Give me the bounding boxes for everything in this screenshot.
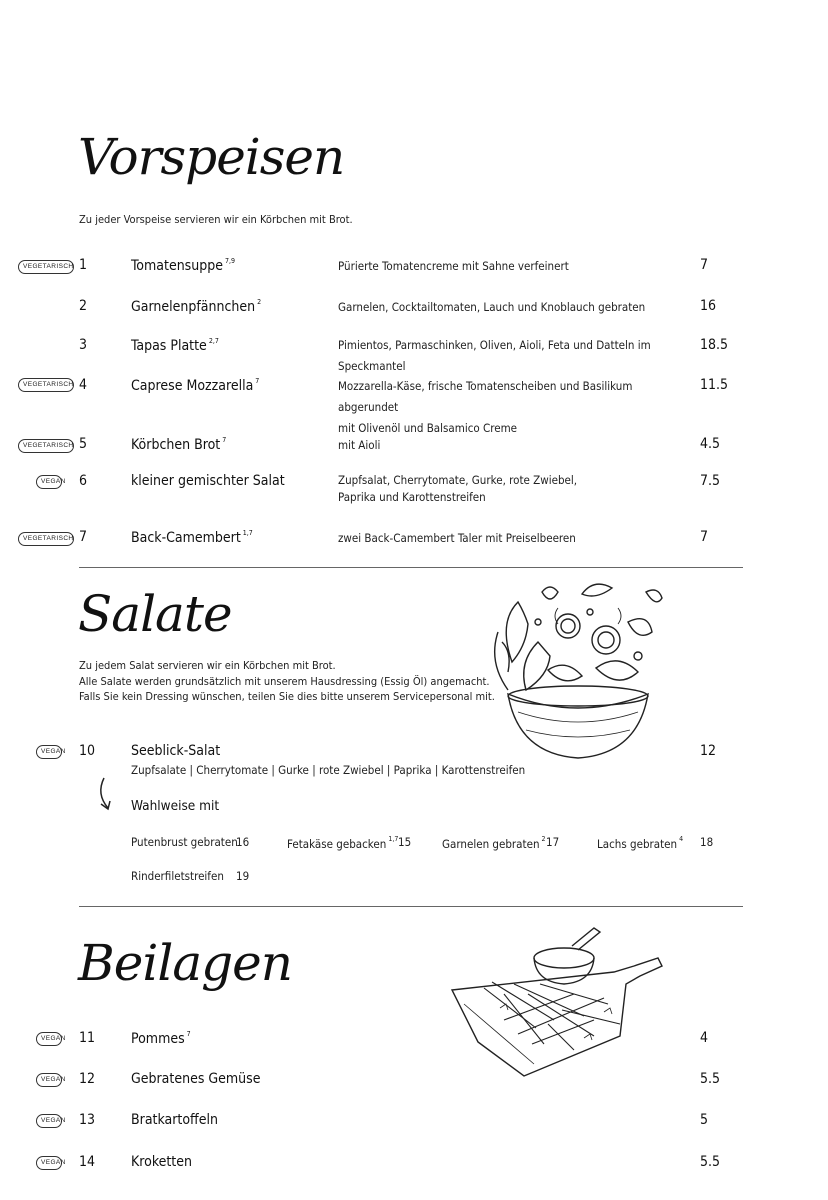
option-price: 18 <box>700 835 714 849</box>
section-divider <box>79 906 743 907</box>
badge-vegan: VEGAN <box>36 1156 62 1170</box>
item-number: 11 <box>79 1030 96 1046</box>
option-name: Fetakäse gebacken $^{1,7}$ <box>287 835 399 851</box>
item-price: 5 <box>700 1112 709 1128</box>
item-name: Tomatensuppe $^{7,9}$ <box>131 257 235 274</box>
option-price: 16 <box>236 835 250 849</box>
item-price: 7 <box>700 529 709 545</box>
item-description: Zupfsalat, Cherrytomate, Gurke, rote Zwiebel, Paprika und Karottenstreifen <box>338 473 578 504</box>
item-price: 7 <box>700 257 709 273</box>
option-name: Garnelen gebraten $^2$ <box>442 835 546 851</box>
item-name: Bratkartoffeln <box>131 1112 218 1128</box>
item-name: Seeblick-Salat <box>131 743 221 759</box>
item-number: 4 <box>79 377 88 393</box>
item-price: 12 <box>700 743 717 759</box>
item-number: 2 <box>79 298 88 314</box>
salate-intro: Zu jedem Salat servieren wir ein Körbchen mit Brot. Alle Salate werden grundsätzlich mit unserem Hausdressing (Essig Öl) angemacht. Falls Sie kein Dressing wünschen, teilen Sie dies bitte unserem Servicepersonal mit. <box>79 659 495 703</box>
item-description: Zupfsalate | Cherrytomate | Gurke | rote Zwiebel | Paprika | Karottenstreifen <box>131 763 526 777</box>
badge-vegan: VEGAN <box>36 475 62 489</box>
item-price: 7.5 <box>700 473 721 489</box>
badge-vegetarisch: VEGETARISCH <box>18 260 74 274</box>
curved-arrow-icon <box>94 776 122 814</box>
item-price: 4 <box>700 1030 709 1046</box>
item-description: zwei Back-Camembert Taler mit Preiselbeeren <box>338 531 576 545</box>
section-divider <box>79 567 743 568</box>
badge-vegan: VEGAN <box>36 745 62 759</box>
item-name: Garnelenpfännchen $^2$ <box>131 298 262 315</box>
item-price: 5.5 <box>700 1071 721 1087</box>
section-heading-vorspeisen: Vorspeisen <box>78 128 345 186</box>
option-label: Wahlweise mit <box>131 798 220 814</box>
item-number: 12 <box>79 1071 96 1087</box>
badge-vegan: VEGAN <box>36 1032 62 1046</box>
item-name: Pommes $^7$ <box>131 1030 191 1047</box>
option-price: 17 <box>546 835 560 849</box>
item-number: 14 <box>79 1154 96 1170</box>
item-name: Kroketten <box>131 1154 192 1170</box>
item-number: 13 <box>79 1112 96 1128</box>
item-price: 5.5 <box>700 1154 721 1170</box>
item-price: 11.5 <box>700 377 729 393</box>
item-description: Garnelen, Cocktailtomaten, Lauch und Knoblauch gebraten <box>338 300 646 314</box>
badge-vegetarisch: VEGETARISCH <box>18 439 74 453</box>
item-number: 1 <box>79 257 88 273</box>
salad-bowl-illustration <box>478 572 678 772</box>
badge-vegan: VEGAN <box>36 1073 62 1087</box>
item-description: Mozzarella-Käse, frische Tomatenscheiben und Basilikum abgerundet mit Olivenöl und Balsamico Creme <box>338 379 633 435</box>
item-description: mit Aioli <box>338 438 381 452</box>
item-name: Körbchen Brot $^7$ <box>131 436 227 453</box>
section-heading-beilagen: Beilagen <box>78 934 292 992</box>
item-name: kleiner gemischter Salat <box>131 473 285 489</box>
item-number: 6 <box>79 473 88 489</box>
item-name: Gebratenes Gemüse <box>131 1071 261 1087</box>
item-number: 3 <box>79 337 88 353</box>
option-name: Putenbrust gebraten <box>131 835 238 849</box>
option-price: 19 <box>236 869 250 883</box>
badge-vegan: VEGAN <box>36 1114 62 1128</box>
item-price: 16 <box>700 298 717 314</box>
option-name: Rinderfiletstreifen <box>131 869 224 883</box>
badge-vegetarisch: VEGETARISCH <box>18 532 74 546</box>
fries-board-illustration <box>444 924 668 1084</box>
item-number: 10 <box>79 743 96 759</box>
badge-vegetarisch: VEGETARISCH <box>18 378 74 392</box>
item-name: Tapas Platte $^{2,7}$ <box>131 337 219 354</box>
vorspeisen-intro: Zu jeder Vorspeise servieren wir ein Körbchen mit Brot. <box>79 213 353 226</box>
item-name: Caprese Mozzarella $^7$ <box>131 377 260 394</box>
item-price: 4.5 <box>700 436 721 452</box>
section-heading-salate: Salate <box>78 585 232 643</box>
item-description: Pürierte Tomatencreme mit Sahne verfeinert <box>338 259 569 273</box>
item-price: 18.5 <box>700 337 729 353</box>
item-name: Back-Camembert $^{1,7}$ <box>131 529 253 546</box>
item-number: 5 <box>79 436 88 452</box>
option-name: Lachs gebraten $^4$ <box>597 835 684 851</box>
item-description: Pimientos, Parmaschinken, Oliven, Aioli, Feta und Datteln im Speckmantel <box>338 338 651 373</box>
option-price: 15 <box>398 835 412 849</box>
item-number: 7 <box>79 529 88 545</box>
